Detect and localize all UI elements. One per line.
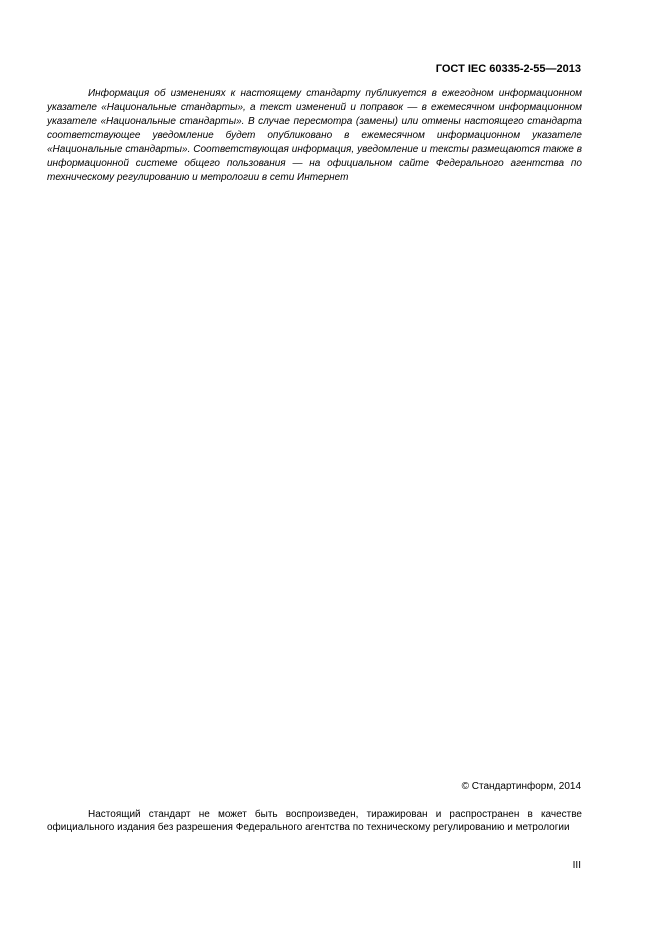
copyright-line: © Стандартинформ, 2014 [461,781,581,792]
document-code: ГОСТ IEC 60335-2-55—2013 [435,63,581,75]
amendments-notice: Информация об изменениях к настоящему стандарту публикуется в ежегодном информационном указателе «Национальные стандарты», а текст изменений и поправок — в ежемесячном информационном указателе «Национальные стандарты». В случае пересмотра (замены) или отмены настоящего стандарта соответствующее уведомление будет опубликовано в ежемесячном информационном указателе «Национальные стандарты». Соответствующая информация, уведомление и тексты размещаются также в информационной системе общего пользования — на официальном сайте Федерального агентства по техническому регулированию и метрологии в сети Интернет [47,88,582,183]
page-number: III [572,860,581,871]
reproduction-rights-notice: Настоящий стандарт не может быть воспроизведен, тиражирован и распространен в качестве официального издания без разрешения Федерального агентства по техническому регулированию и метрологии [47,809,582,833]
